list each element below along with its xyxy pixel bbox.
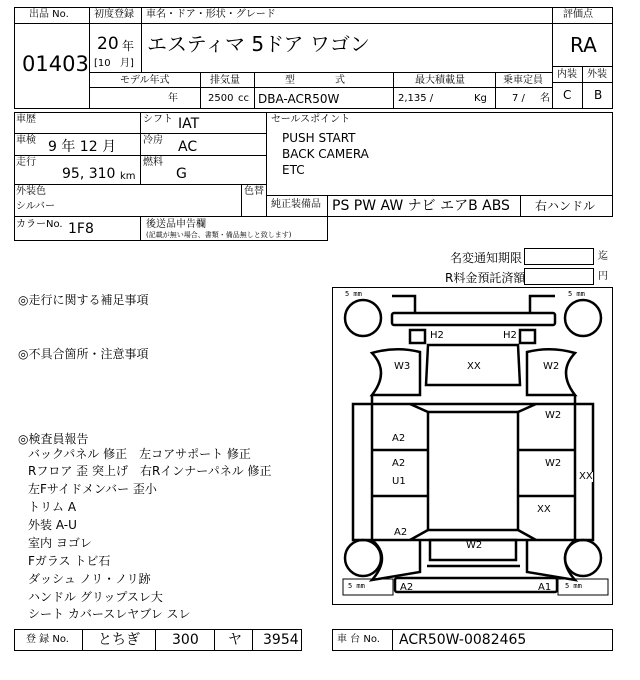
- inspector-note: ダッシュ ノリ・ノリ跡: [28, 572, 151, 586]
- inspector-note: 外装 A-U: [28, 518, 77, 532]
- inspector-section-title: ◎検査員報告: [18, 432, 89, 446]
- documents-note: (記載が無い場合、書類・備品無しと致します): [146, 231, 292, 239]
- mileage-unit: km: [120, 171, 136, 182]
- recycle-label: R料金預託済額: [445, 271, 526, 285]
- plate-label: 登 録 No.: [26, 634, 69, 645]
- first-reg-label: 初度登録: [94, 9, 134, 20]
- shift-label: シフト: [143, 114, 173, 125]
- inspector-note: Rフロア 歪 突上げ 右Rインナーパネル 修正: [28, 464, 272, 478]
- capacity-value: 7 /: [512, 93, 525, 104]
- equipment-label: 純正装備品: [271, 199, 321, 210]
- mark-a2-left-2: A2: [392, 458, 406, 469]
- name-change-unit: 迄: [598, 251, 608, 262]
- sales-point-1: PUSH START: [282, 131, 356, 145]
- grade-score: RA: [570, 33, 597, 57]
- mark-xx-hood: XX: [467, 361, 481, 372]
- model-header: 型 式: [285, 75, 345, 86]
- max-load-value: 2,135 /: [398, 93, 434, 104]
- max-load-unit: Kg: [474, 93, 487, 104]
- mark-w2-front-right: W2: [543, 361, 560, 372]
- displacement-header: 排気量: [210, 75, 240, 86]
- interior-label: 内装: [557, 69, 577, 80]
- sales-point-3: ETC: [282, 163, 305, 177]
- inspector-note: 室内 ヨゴレ: [28, 536, 92, 550]
- mark-h2-right: H2: [503, 330, 517, 341]
- mark-w2-right-1: W2: [545, 410, 562, 421]
- mark-xx-right-rear: XX: [537, 504, 551, 515]
- exterior-label: 外装: [587, 69, 607, 80]
- fender-front-left: [372, 349, 420, 395]
- steering-value: 右ハンドル: [535, 199, 596, 213]
- documents-label: 後送品申告欄: [146, 219, 206, 230]
- inspector-note: シート カバースレヤブレ スレ: [28, 607, 191, 621]
- tire-label-fr: 5 mm: [568, 290, 585, 298]
- recycle-unit: 円: [598, 271, 608, 282]
- front-bumper: [392, 313, 555, 325]
- tire-label-rl: 5 mm: [348, 582, 365, 590]
- displacement-unit: cc: [238, 93, 249, 104]
- first-reg-month-unit: 月]: [120, 58, 134, 69]
- mark-xx-right-side: XX: [579, 471, 593, 482]
- aircon-label: 冷房: [143, 135, 163, 146]
- sales-point-2: BACK CAMERA: [282, 147, 369, 161]
- tire-label-rr: 5 mm: [565, 582, 582, 590]
- tire-front-left: [345, 300, 381, 336]
- inspection-value: 9 年 12 月: [48, 139, 117, 155]
- rear-bumper: [395, 578, 557, 592]
- fuel-value: G: [176, 166, 187, 182]
- car-name-label: 車名・ドア・形状・グレード: [146, 9, 276, 20]
- interior-grade: C: [563, 88, 572, 102]
- tire-front-right: [565, 300, 601, 336]
- exterior-color-value: シルバー: [16, 201, 56, 212]
- plate-region: とちぎ: [98, 632, 140, 648]
- name-change-label: 名変通知期限: [450, 251, 523, 265]
- mark-w2-rear: W2: [466, 540, 483, 551]
- first-reg-year-unit: 年: [122, 39, 135, 53]
- equipment-value: PS PW AW ナビ エアB ABS: [332, 198, 510, 214]
- lot-label: 出品 No.: [29, 9, 69, 20]
- chassis-number: ACR50W-0082465: [399, 632, 527, 648]
- mark-a1-rear-bumper: A1: [538, 582, 552, 593]
- defects-section-title: ◎不具合箇所・注意事項: [18, 347, 149, 361]
- exterior-color-label: 外装色: [16, 186, 46, 197]
- color-no-label: カラーNo.: [16, 219, 63, 230]
- mark-h2-left: H2: [430, 330, 444, 341]
- plate-kana: ヤ: [228, 632, 242, 648]
- body-outline: [353, 404, 593, 540]
- plate-number: 3954: [263, 632, 299, 648]
- driving-section-title: ◎走行に関する補足事項: [18, 293, 149, 307]
- chassis-label: 車 台 No.: [337, 634, 380, 645]
- model-year-header: モデル年式: [120, 75, 170, 86]
- exterior-grade: B: [594, 88, 603, 102]
- inspector-note: バックパネル 修正 左コアサポート 修正: [28, 447, 251, 461]
- inspector-note: トリム A: [28, 500, 77, 514]
- plate-class: 300: [172, 632, 199, 648]
- inspector-note: 左Fサイドメンバー 歪小: [28, 482, 157, 496]
- mark-w2-right-2: W2: [545, 458, 562, 469]
- inspector-note: Fガラス トビ石: [28, 554, 111, 568]
- model-year-unit: 年: [168, 93, 178, 104]
- mark-u1: U1: [392, 476, 406, 487]
- color-no-value: 1F8: [68, 221, 94, 237]
- mark-a2-left-1: A2: [392, 433, 406, 444]
- first-reg-month: [10: [94, 58, 111, 69]
- first-reg-year: 20: [97, 34, 119, 54]
- repaint-label: 色替: [244, 186, 264, 197]
- grade-label: 評価点: [563, 9, 593, 20]
- inspection-label: 車検: [16, 135, 36, 146]
- car-name: エスティマ 5ドア ワゴン: [147, 32, 370, 56]
- displacement-value: 2500: [208, 93, 234, 104]
- capacity-header: 乗車定員: [503, 75, 543, 86]
- mark-a2-rear-bumper: A2: [400, 582, 414, 593]
- capacity-unit: 名: [540, 93, 550, 104]
- tire-rear-left: [345, 540, 381, 576]
- sales-point-label: セールスポイント: [271, 114, 351, 125]
- history-label: 車歴: [16, 114, 36, 125]
- mark-w3: W3: [394, 361, 411, 372]
- model-code: DBA-ACR50W: [258, 92, 340, 106]
- tire-label-fl: 5 mm: [345, 290, 362, 298]
- inspector-note: ハンドル グリップスレ大: [28, 590, 163, 604]
- lot-number: 01403: [22, 52, 89, 76]
- fuel-label: 燃料: [143, 157, 163, 168]
- mark-a2-left-3: A2: [394, 527, 408, 538]
- fender-front-right: [527, 349, 575, 395]
- front-outline: [392, 296, 555, 313]
- roof: [428, 412, 518, 530]
- max-load-header: 最大積載量: [415, 75, 465, 86]
- aircon-value: AC: [178, 139, 198, 155]
- shift-value: IAT: [178, 116, 200, 132]
- mileage-value: 95, 310: [62, 166, 116, 182]
- mileage-label: 走行: [16, 157, 36, 168]
